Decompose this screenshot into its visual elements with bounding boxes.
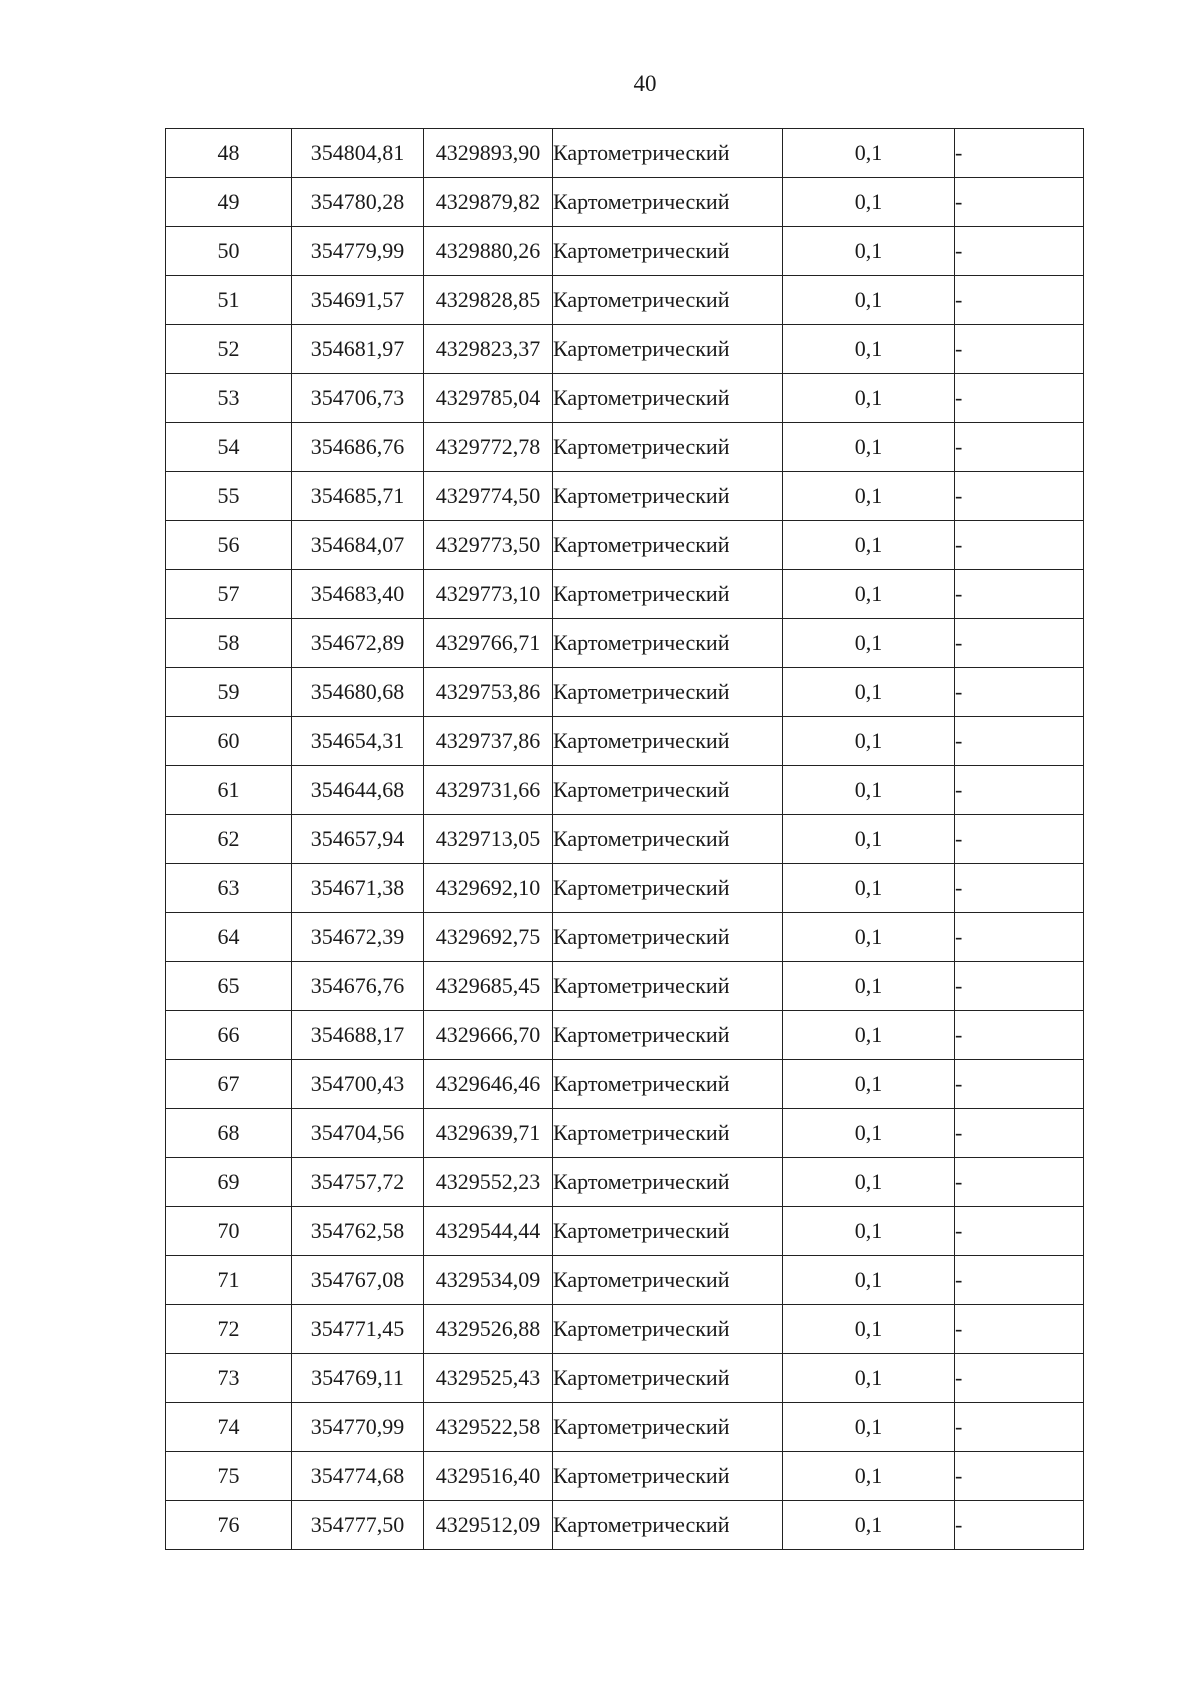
- point-number-cell: 76: [166, 1501, 292, 1550]
- coordinates-table-body: [166, 129, 1084, 1550]
- table-row: [166, 1354, 1084, 1403]
- point-number-cell: 66: [166, 1011, 292, 1060]
- table-row: [166, 1207, 1084, 1256]
- table-row: [166, 1109, 1084, 1158]
- note-cell: -: [955, 227, 1084, 276]
- y-coordinate-cell: 4329526,88: [424, 1305, 553, 1354]
- point-number-cell: 59: [166, 668, 292, 717]
- method-cell: Картометрический: [553, 1207, 783, 1256]
- x-coordinate-cell: 354706,73: [292, 374, 424, 423]
- table-row: [166, 962, 1084, 1011]
- method-cell: Картометрический: [553, 1256, 783, 1305]
- y-coordinate-cell: 4329753,86: [424, 668, 553, 717]
- y-coordinate-cell: 4329713,05: [424, 815, 553, 864]
- note-cell: -: [955, 766, 1084, 815]
- table-row: [166, 227, 1084, 276]
- accuracy-cell: 0,1: [783, 374, 955, 423]
- x-coordinate-cell: 354686,76: [292, 423, 424, 472]
- accuracy-cell: 0,1: [783, 325, 955, 374]
- accuracy-cell: 0,1: [783, 423, 955, 472]
- note-cell: -: [955, 521, 1084, 570]
- note-cell: -: [955, 1501, 1084, 1550]
- point-number-cell: 72: [166, 1305, 292, 1354]
- accuracy-cell: 0,1: [783, 1207, 955, 1256]
- method-cell: Картометрический: [553, 962, 783, 1011]
- x-coordinate-cell: 354672,89: [292, 619, 424, 668]
- point-number-cell: 68: [166, 1109, 292, 1158]
- method-cell: Картометрический: [553, 1354, 783, 1403]
- accuracy-cell: 0,1: [783, 570, 955, 619]
- note-cell: -: [955, 913, 1084, 962]
- point-number-cell: 55: [166, 472, 292, 521]
- point-number-cell: 54: [166, 423, 292, 472]
- y-coordinate-cell: 4329685,45: [424, 962, 553, 1011]
- x-coordinate-cell: 354676,76: [292, 962, 424, 1011]
- x-coordinate-cell: 354767,08: [292, 1256, 424, 1305]
- method-cell: Картометрический: [553, 766, 783, 815]
- method-cell: Картометрический: [553, 423, 783, 472]
- point-number-cell: 74: [166, 1403, 292, 1452]
- method-cell: Картометрический: [553, 913, 783, 962]
- y-coordinate-cell: 4329880,26: [424, 227, 553, 276]
- note-cell: -: [955, 1060, 1084, 1109]
- x-coordinate-cell: 354700,43: [292, 1060, 424, 1109]
- x-coordinate-cell: 354644,68: [292, 766, 424, 815]
- x-coordinate-cell: 354672,39: [292, 913, 424, 962]
- y-coordinate-cell: 4329516,40: [424, 1452, 553, 1501]
- y-coordinate-cell: 4329879,82: [424, 178, 553, 227]
- method-cell: Картометрический: [553, 1011, 783, 1060]
- y-coordinate-cell: 4329666,70: [424, 1011, 553, 1060]
- accuracy-cell: 0,1: [783, 766, 955, 815]
- x-coordinate-cell: 354681,97: [292, 325, 424, 374]
- method-cell: Картометрический: [553, 1452, 783, 1501]
- x-coordinate-cell: 354777,50: [292, 1501, 424, 1550]
- method-cell: Картометрический: [553, 227, 783, 276]
- x-coordinate-cell: 354771,45: [292, 1305, 424, 1354]
- table-row: [166, 423, 1084, 472]
- point-number-cell: 60: [166, 717, 292, 766]
- note-cell: -: [955, 864, 1084, 913]
- method-cell: Картометрический: [553, 570, 783, 619]
- note-cell: -: [955, 1256, 1084, 1305]
- accuracy-cell: 0,1: [783, 815, 955, 864]
- accuracy-cell: 0,1: [783, 962, 955, 1011]
- note-cell: -: [955, 1305, 1084, 1354]
- table-row: [166, 1305, 1084, 1354]
- method-cell: Картометрический: [553, 1060, 783, 1109]
- point-number-cell: 51: [166, 276, 292, 325]
- table-row: [166, 570, 1084, 619]
- x-coordinate-cell: 354671,38: [292, 864, 424, 913]
- accuracy-cell: 0,1: [783, 1109, 955, 1158]
- note-cell: -: [955, 668, 1084, 717]
- point-number-cell: 69: [166, 1158, 292, 1207]
- x-coordinate-cell: 354688,17: [292, 1011, 424, 1060]
- y-coordinate-cell: 4329534,09: [424, 1256, 553, 1305]
- point-number-cell: 52: [166, 325, 292, 374]
- table-row: [166, 668, 1084, 717]
- accuracy-cell: 0,1: [783, 276, 955, 325]
- x-coordinate-cell: 354691,57: [292, 276, 424, 325]
- note-cell: -: [955, 374, 1084, 423]
- accuracy-cell: 0,1: [783, 1158, 955, 1207]
- point-number-cell: 57: [166, 570, 292, 619]
- table-row: [166, 1256, 1084, 1305]
- point-number-cell: 70: [166, 1207, 292, 1256]
- point-number-cell: 49: [166, 178, 292, 227]
- note-cell: -: [955, 815, 1084, 864]
- y-coordinate-cell: 4329525,43: [424, 1354, 553, 1403]
- y-coordinate-cell: 4329544,44: [424, 1207, 553, 1256]
- note-cell: -: [955, 962, 1084, 1011]
- table-row: [166, 619, 1084, 668]
- point-number-cell: 61: [166, 766, 292, 815]
- method-cell: Картометрический: [553, 129, 783, 178]
- point-number-cell: 75: [166, 1452, 292, 1501]
- accuracy-cell: 0,1: [783, 864, 955, 913]
- point-number-cell: 73: [166, 1354, 292, 1403]
- method-cell: Картометрический: [553, 472, 783, 521]
- table-row: [166, 1011, 1084, 1060]
- y-coordinate-cell: 4329737,86: [424, 717, 553, 766]
- note-cell: -: [955, 570, 1084, 619]
- y-coordinate-cell: 4329639,71: [424, 1109, 553, 1158]
- page-number: 40: [633, 71, 657, 96]
- accuracy-cell: 0,1: [783, 1256, 955, 1305]
- point-number-cell: 58: [166, 619, 292, 668]
- accuracy-cell: 0,1: [783, 227, 955, 276]
- accuracy-cell: 0,1: [783, 1354, 955, 1403]
- point-number-cell: 63: [166, 864, 292, 913]
- y-coordinate-cell: 4329773,50: [424, 521, 553, 570]
- note-cell: -: [955, 178, 1084, 227]
- method-cell: Картометрический: [553, 1109, 783, 1158]
- method-cell: Картометрический: [553, 717, 783, 766]
- y-coordinate-cell: 4329731,66: [424, 766, 553, 815]
- accuracy-cell: 0,1: [783, 178, 955, 227]
- point-number-cell: 56: [166, 521, 292, 570]
- note-cell: -: [955, 1158, 1084, 1207]
- table-row: [166, 1060, 1084, 1109]
- table-row: [166, 766, 1084, 815]
- point-number-cell: 64: [166, 913, 292, 962]
- point-number-cell: 65: [166, 962, 292, 1011]
- accuracy-cell: 0,1: [783, 1011, 955, 1060]
- y-coordinate-cell: 4329828,85: [424, 276, 553, 325]
- note-cell: -: [955, 129, 1084, 178]
- x-coordinate-cell: 354779,99: [292, 227, 424, 276]
- point-number-cell: 62: [166, 815, 292, 864]
- accuracy-cell: 0,1: [783, 521, 955, 570]
- table-row: [166, 815, 1084, 864]
- table-row: [166, 864, 1084, 913]
- y-coordinate-cell: 4329785,04: [424, 374, 553, 423]
- table-row: [166, 129, 1084, 178]
- y-coordinate-cell: 4329823,37: [424, 325, 553, 374]
- table-row: [166, 374, 1084, 423]
- method-cell: Картометрический: [553, 815, 783, 864]
- method-cell: Картометрический: [553, 325, 783, 374]
- accuracy-cell: 0,1: [783, 1501, 955, 1550]
- accuracy-cell: 0,1: [783, 913, 955, 962]
- x-coordinate-cell: 354683,40: [292, 570, 424, 619]
- accuracy-cell: 0,1: [783, 1403, 955, 1452]
- accuracy-cell: 0,1: [783, 1452, 955, 1501]
- accuracy-cell: 0,1: [783, 1305, 955, 1354]
- x-coordinate-cell: 354762,58: [292, 1207, 424, 1256]
- note-cell: -: [955, 717, 1084, 766]
- y-coordinate-cell: 4329766,71: [424, 619, 553, 668]
- x-coordinate-cell: 354680,68: [292, 668, 424, 717]
- y-coordinate-cell: 4329692,10: [424, 864, 553, 913]
- x-coordinate-cell: 354685,71: [292, 472, 424, 521]
- note-cell: -: [955, 276, 1084, 325]
- method-cell: Картометрический: [553, 1501, 783, 1550]
- point-number-cell: 50: [166, 227, 292, 276]
- accuracy-cell: 0,1: [783, 717, 955, 766]
- method-cell: Картометрический: [553, 178, 783, 227]
- note-cell: -: [955, 423, 1084, 472]
- y-coordinate-cell: 4329646,46: [424, 1060, 553, 1109]
- y-coordinate-cell: 4329692,75: [424, 913, 553, 962]
- point-number-cell: 67: [166, 1060, 292, 1109]
- table-row: [166, 717, 1084, 766]
- x-coordinate-cell: 354657,94: [292, 815, 424, 864]
- x-coordinate-cell: 354780,28: [292, 178, 424, 227]
- note-cell: -: [955, 1403, 1084, 1452]
- table-row: [166, 325, 1084, 374]
- method-cell: Картометрический: [553, 1403, 783, 1452]
- y-coordinate-cell: 4329522,58: [424, 1403, 553, 1452]
- table-row: [166, 276, 1084, 325]
- x-coordinate-cell: 354684,07: [292, 521, 424, 570]
- note-cell: -: [955, 1109, 1084, 1158]
- y-coordinate-cell: 4329552,23: [424, 1158, 553, 1207]
- coordinates-table: [165, 128, 1084, 1550]
- note-cell: -: [955, 619, 1084, 668]
- y-coordinate-cell: 4329893,90: [424, 129, 553, 178]
- y-coordinate-cell: 4329774,50: [424, 472, 553, 521]
- note-cell: -: [955, 325, 1084, 374]
- note-cell: -: [955, 1354, 1084, 1403]
- x-coordinate-cell: 354757,72: [292, 1158, 424, 1207]
- table-row: [166, 1403, 1084, 1452]
- x-coordinate-cell: 354774,68: [292, 1452, 424, 1501]
- x-coordinate-cell: 354654,31: [292, 717, 424, 766]
- x-coordinate-cell: 354770,99: [292, 1403, 424, 1452]
- method-cell: Картометрический: [553, 864, 783, 913]
- method-cell: Картометрический: [553, 374, 783, 423]
- accuracy-cell: 0,1: [783, 1060, 955, 1109]
- method-cell: Картометрический: [553, 668, 783, 717]
- method-cell: Картометрический: [553, 1158, 783, 1207]
- point-number-cell: 53: [166, 374, 292, 423]
- accuracy-cell: 0,1: [783, 129, 955, 178]
- note-cell: -: [955, 1011, 1084, 1060]
- method-cell: Картометрический: [553, 276, 783, 325]
- note-cell: -: [955, 472, 1084, 521]
- table-row: [166, 178, 1084, 227]
- table-row: [166, 472, 1084, 521]
- x-coordinate-cell: 354704,56: [292, 1109, 424, 1158]
- point-number-cell: 48: [166, 129, 292, 178]
- y-coordinate-cell: 4329772,78: [424, 423, 553, 472]
- x-coordinate-cell: 354769,11: [292, 1354, 424, 1403]
- table-row: [166, 1501, 1084, 1550]
- x-coordinate-cell: 354804,81: [292, 129, 424, 178]
- method-cell: Картометрический: [553, 619, 783, 668]
- table-row: [166, 1452, 1084, 1501]
- y-coordinate-cell: 4329512,09: [424, 1501, 553, 1550]
- note-cell: -: [955, 1207, 1084, 1256]
- table-row: [166, 1158, 1084, 1207]
- table-row: [166, 913, 1084, 962]
- accuracy-cell: 0,1: [783, 472, 955, 521]
- accuracy-cell: 0,1: [783, 668, 955, 717]
- table-row: [166, 521, 1084, 570]
- y-coordinate-cell: 4329773,10: [424, 570, 553, 619]
- method-cell: Картометрический: [553, 521, 783, 570]
- point-number-cell: 71: [166, 1256, 292, 1305]
- accuracy-cell: 0,1: [783, 619, 955, 668]
- note-cell: -: [955, 1452, 1084, 1501]
- method-cell: Картометрический: [553, 1305, 783, 1354]
